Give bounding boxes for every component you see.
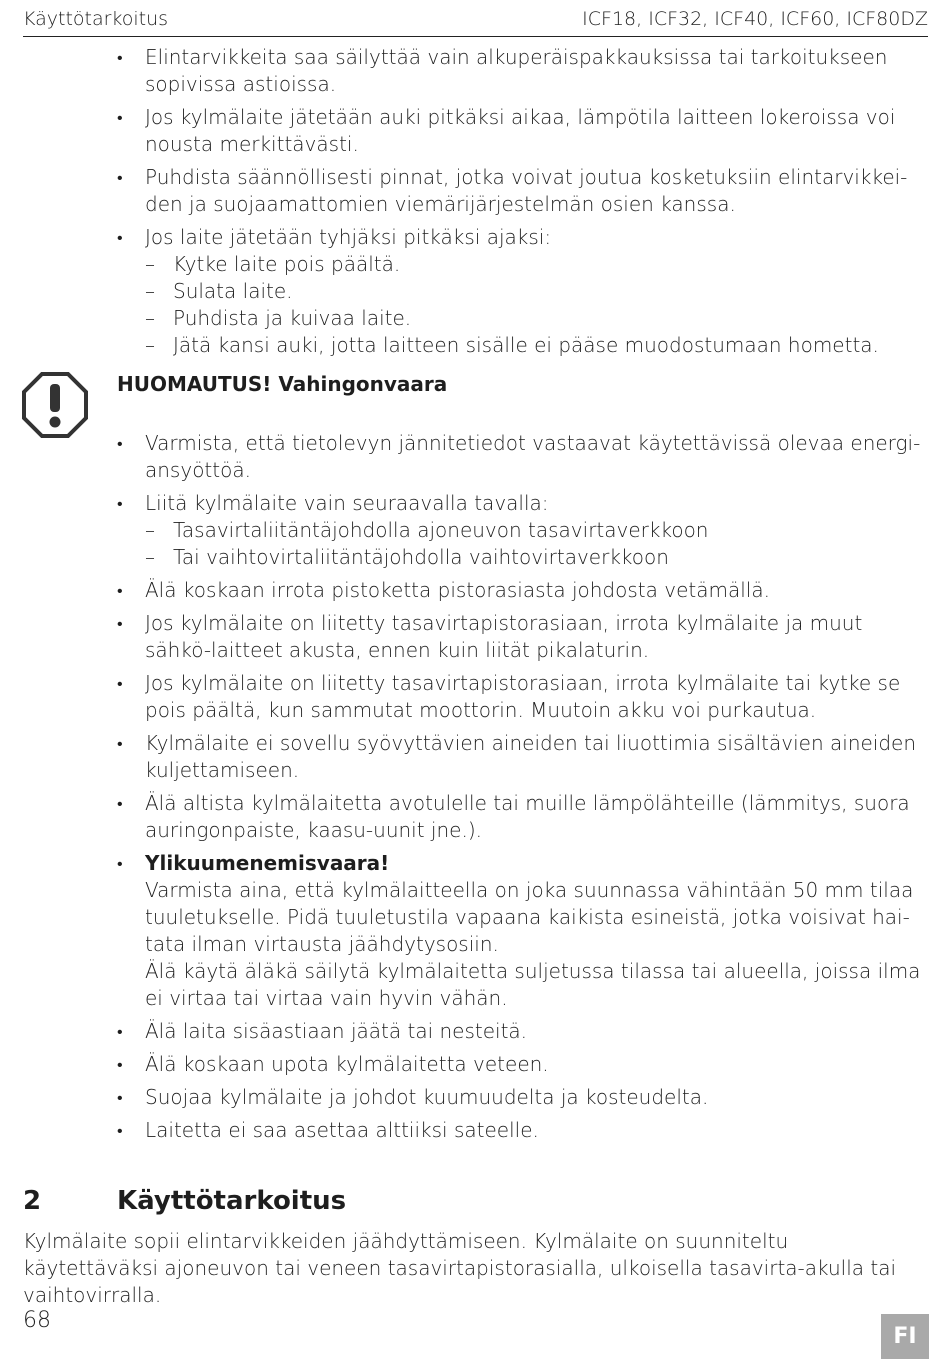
language-badge: FI: [881, 1314, 929, 1359]
page-number: 68: [23, 1308, 51, 1333]
list-item: • Jos kylmälaite jätetään auki pitkäksi aikaa, lämpötila laitteen lokeroissa voi nousta merkittävästi.: [117, 104, 929, 158]
sub-list-item: – Tasavirtaliitäntäjohdolla ajoneuvon tasavirtaverkkoon: [145, 517, 929, 544]
list-item: • Laitetta ei saa asettaa alttiiksi sateelle.: [117, 1117, 929, 1144]
sub-list-item: – Tai vaihtovirtaliitäntäjohdolla vaihtovirtaverkkoon: [145, 544, 929, 571]
list-item: • Puhdista säännöllisesti pinnat, jotka voivat joutua kosketuksiin elintarvikkei-den ja suojaamattomien viemärijärjestelmän osien kanssa.: [117, 164, 929, 218]
list-item: • Älä laita sisäastiaan jäätä tai nesteitä.: [117, 1018, 929, 1045]
list-item-text: Liitä kylmälaite vain seuraavalla tavalla:: [145, 491, 549, 515]
sub-list-item: – Puhdista ja kuivaa laite.: [145, 305, 929, 332]
overheat-title: Ylikuumenemisvaara!: [145, 851, 390, 875]
list-item-text: Jos laite jätetään tyhjäksi pitkäksi ajaksi:: [145, 225, 552, 249]
list-item: • Suojaa kylmälaite ja johdot kuumuudelta ja kosteudelta.: [117, 1084, 929, 1111]
section-number: 2: [23, 1186, 42, 1216]
list-item: • Varmista, että tietolevyn jännitetiedot vastaavat käytettävissä olevaa energi-ansyöttöä.: [117, 430, 929, 484]
content-list-1: [117, 44, 929, 365]
list-item: • Jos kylmälaite on liitetty tasavirtapistorasiaan, irrota kylmälaite tai kytke se pois päältä, kun sammutat moottorin. Muutoin akku voi purkautua.: [117, 670, 929, 724]
header-section-title: Käyttötarkoitus: [23, 8, 169, 30]
list-item: • Älä koskaan irrota pistoketta pistorasiasta johdosta vetämällä.: [117, 577, 929, 604]
sub-list-item: – Kytke laite pois päältä.: [145, 251, 929, 278]
list-item: • Kylmälaite ei sovellu syövyttävien aineiden tai liuottimia sisältävien aineiden kuljettamiseen.: [117, 730, 929, 784]
list-item: • Älä altista kylmälaitetta avotulelle tai muille lämpölähteille (lämmitys, suora auringonpaiste, kaasu-uunit jne.).: [117, 790, 929, 844]
warning-octagon-icon: [22, 372, 88, 438]
list-item: • Jos kylmälaite on liitetty tasavirtapistorasiaan, irrota kylmälaite ja muut sähkö-laitteet akusta, ennen kuin liität pikalaturin.: [117, 610, 929, 664]
overheat-paragraph-2: Älä käytä äläkä säilytä kylmälaitetta suljetussa tilassa tai alueella, joissa ilma ei virtaa tai virtaa vain hyvin vähän.: [145, 959, 921, 1010]
sub-list-item: – Jätä kansi auki, jotta laitteen sisälle ei pääse muodostumaan hometta.: [145, 332, 929, 359]
list-item: [117, 850, 929, 1012]
list-item: • Elintarvikkeita saa säilyttää vain alkuperäispakkauksissa tai tarkoitukseen sopivissa astioissa.: [117, 44, 929, 98]
header-model-list: ICF18, ICF32, ICF40, ICF60, ICF80DZ: [582, 8, 928, 30]
list-item: • Älä koskaan upota kylmälaitetta veteen.: [117, 1051, 929, 1078]
content-list-2: [117, 430, 929, 1150]
page-header: [23, 6, 928, 37]
sub-list-item: – Sulata laite.: [145, 278, 929, 305]
list-item: [117, 490, 929, 571]
section-body: Kylmälaite sopii elintarvikkeiden jäähdyttämiseen. Kylmälaite on suunniteltu käytettäväksi ajoneuvon tai veneen tasavirtapistorasialla, ulkoisella tasavirta-akulla tai vaihtovirralla.: [23, 1229, 897, 1307]
list-item: [117, 224, 929, 359]
section-title: Käyttötarkoitus: [117, 1186, 347, 1216]
overheat-paragraph-1: Varmista aina, että kylmälaitteella on joka suunnassa vähintään 50 mm tilaa tuuletukselle. Pidä tuuletustila vapaana kaikista esineistä, jotka voisivat hai-tata ilman virtausta jäähdytysosiin.: [145, 878, 914, 956]
notice-title: HUOMAUTUS! Vahingonvaara: [117, 372, 448, 396]
